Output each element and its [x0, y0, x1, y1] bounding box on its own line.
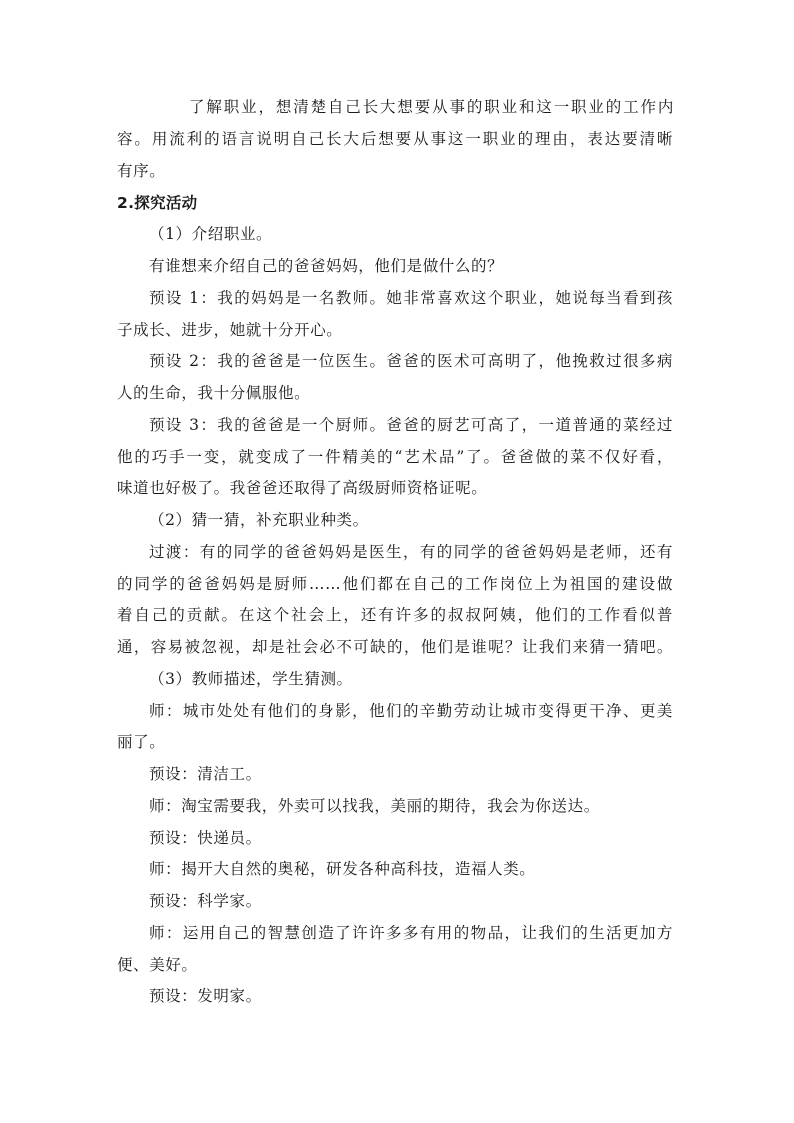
paragraph-goal-line-1: 了解职业，想清楚自己长大想要从事的职业和这一职业的工作内 [189, 98, 674, 116]
preset-3-line-2: 他的巧手一变，就变成了一件精美的“艺术品”了。爸爸做的菜不仅好看， [117, 448, 673, 466]
teacher-clue-4-line-2: 便、美好。 [117, 956, 198, 974]
question-line: 有谁想来介绍自己的爸爸妈妈，他们是做什么的？ [149, 257, 504, 275]
teacher-clue-2: 师：淘宝需要我，外卖可以找我，美丽的期待，我会为你送达。 [149, 797, 600, 815]
paragraph-goal-line-2: 容。用流利的语言说明自己长大后想要从事这一职业的理由，表达要清晰 [117, 130, 673, 148]
section-heading: 2.探究活动 [117, 194, 198, 212]
teacher-clue-1-line-2: 丽了。 [117, 733, 166, 751]
subheading-3: （3）教师描述，学生猜测。 [149, 670, 353, 688]
answer-2: 预设：快递员。 [149, 829, 262, 847]
teacher-clue-3: 师：揭开大自然的奥秘，研发各种高科技，造福人类。 [149, 860, 536, 878]
transition-line-4: 通，容易被忽视，却是社会必不可缺的，他们是谁呢？让我们来猜一猜吧。 [117, 638, 673, 656]
preset-2-line-2: 人的生命，我十分佩服他。 [117, 384, 311, 402]
preset-3-line-1: 预设 3：我的爸爸是一个厨师。爸爸的厨艺可高了，一道普通的菜经过 [149, 416, 673, 434]
teacher-clue-1-line-1: 师：城市处处有他们的身影，他们的辛勤劳动让城市变得更干净、更美 [149, 702, 673, 720]
subheading-1: （1）介绍职业。 [149, 225, 273, 243]
answer-3: 预设：科学家。 [149, 892, 262, 910]
subheading-2: （2）猜一猜，补充职业种类。 [149, 511, 369, 529]
transition-line-3: 着自己的贡献。在这个社会上，还有许多的叔叔阿姨，他们的工作看似普 [117, 606, 673, 624]
teacher-clue-4-line-1: 师：运用自己的智慧创造了许许多多有用的物品，让我们的生活更加方 [149, 924, 673, 942]
preset-3-line-3: 味道也好极了。我爸爸还取得了高级厨师资格证呢。 [117, 479, 488, 497]
preset-1-line-1: 预设 1：我的妈妈是一名教师。她非常喜欢这个职业，她说每当看到孩 [149, 289, 673, 307]
transition-line-2: 的同学的爸爸妈妈是厨师……他们都在自己的工作岗位上为祖国的建设做 [117, 575, 673, 593]
transition-line-1: 过渡：有的同学的爸爸妈妈是医生，有的同学的爸爸妈妈是老师，还有 [149, 543, 673, 561]
answer-4: 预设：发明家。 [149, 987, 262, 1005]
preset-2-line-1: 预设 2：我的爸爸是一位医生。爸爸的医术可高明了，他挽救过很多病 [149, 352, 673, 370]
answer-1: 预设：清洁工。 [149, 765, 262, 783]
paragraph-goal-line-3: 有序。 [117, 162, 166, 180]
preset-1-line-2: 子成长、进步，她就十分开心。 [117, 321, 343, 339]
